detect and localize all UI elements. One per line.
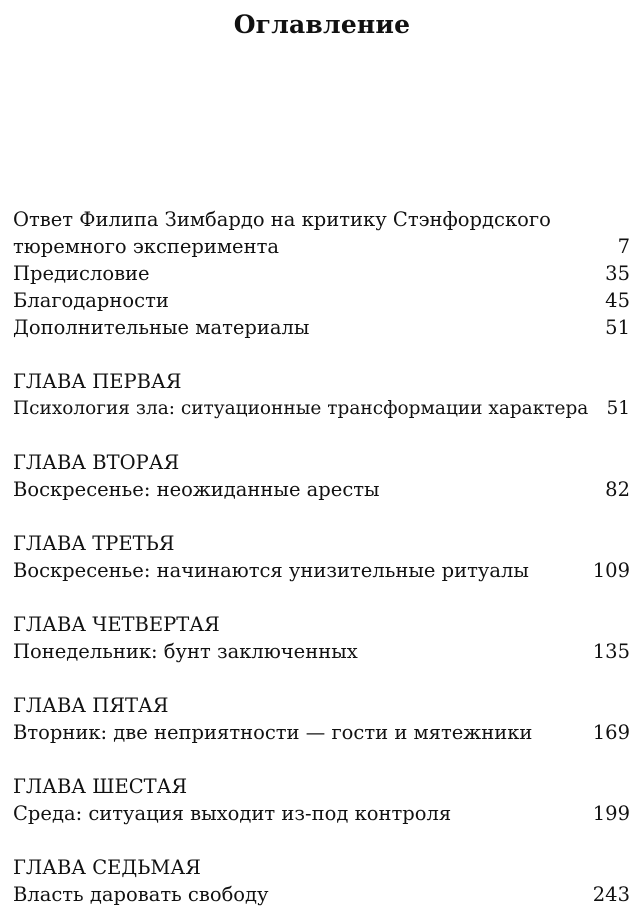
toc-chapter-2 — [13, 449, 630, 503]
toc-entry-acknowledgements — [13, 287, 630, 314]
toc-entry-title: Дополнительные материалы — [13, 316, 310, 339]
toc-chapter-4 — [13, 611, 630, 665]
toc-page-number: 135 — [592, 640, 630, 663]
chapter-title: Власть даровать свободу — [13, 883, 269, 906]
toc-entry-title-continued: тюремного эксперимента — [13, 235, 280, 258]
toc-entry-additional-materials — [13, 314, 630, 341]
chapter-label: ГЛАВА ВТОРАЯ — [13, 451, 180, 474]
toc-entry-title: Благодарности — [13, 289, 169, 312]
toc-page-number: 45 — [605, 289, 630, 312]
toc-chapter-7 — [13, 854, 630, 908]
chapter-title: Среда: ситуация выходит из-под контроля — [13, 802, 452, 825]
table-of-contents — [13, 206, 630, 908]
toc-page-number: 199 — [592, 802, 630, 825]
chapter-title: Вторник: две неприятности — гости и мятежники — [13, 721, 533, 744]
chapter-label: ГЛАВА ПЯТАЯ — [13, 694, 169, 717]
toc-entry-zimbardo-response — [13, 206, 630, 260]
toc-page-number: 243 — [592, 883, 630, 906]
chapter-title: Воскресенье: неожиданные аресты — [13, 478, 380, 501]
chapter-label: ГЛАВА ПЕРВАЯ — [13, 370, 182, 393]
toc-page-number: 35 — [605, 262, 630, 285]
chapter-title: Психология зла: ситуационные трансформации характера — [13, 398, 589, 419]
toc-chapter-1 — [13, 368, 630, 422]
toc-page-number: 169 — [592, 721, 630, 744]
toc-chapter-6 — [13, 773, 630, 827]
toc-chapter-3 — [13, 530, 630, 584]
chapter-label: ГЛАВА ШЕСТАЯ — [13, 775, 188, 798]
toc-page-number: 51 — [606, 398, 630, 419]
chapter-label: ГЛАВА ЧЕТВЕРТАЯ — [13, 613, 220, 636]
chapter-label: ГЛАВА СЕДЬМАЯ — [13, 856, 201, 879]
toc-entry-title: Ответ Филипа Зимбардо на критику Стэнфордского — [13, 208, 551, 231]
toc-chapter-5 — [13, 692, 630, 746]
page-title: Оглавление — [233, 10, 411, 39]
chapter-title: Понедельник: бунт заключенных — [13, 640, 358, 663]
toc-entry-preface — [13, 260, 630, 287]
chapter-label: ГЛАВА ТРЕТЬЯ — [13, 532, 175, 555]
toc-page-number: 51 — [605, 316, 630, 339]
toc-page-number: 82 — [605, 478, 630, 501]
toc-page-number: 109 — [592, 559, 630, 582]
chapter-title: Воскресенье: начинаются унизительные ритуалы — [13, 559, 529, 582]
toc-entry-title: Предисловие — [13, 262, 150, 285]
toc-page-number: 7 — [617, 235, 630, 258]
